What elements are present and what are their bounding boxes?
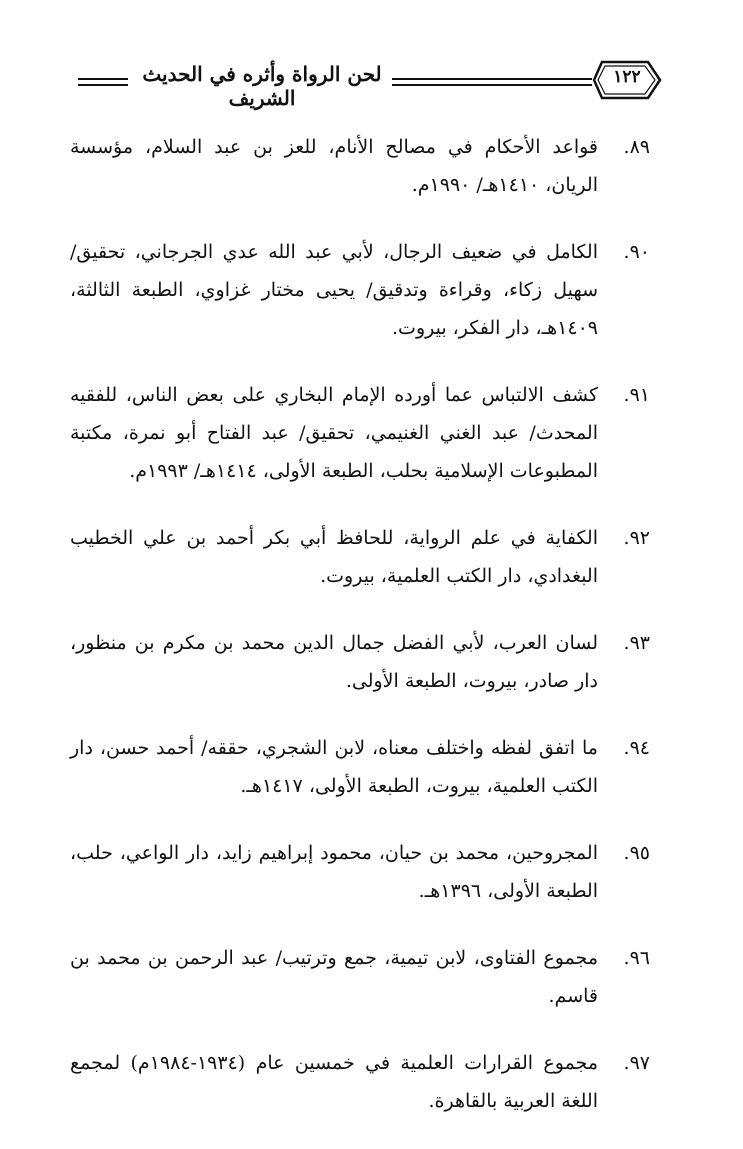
header-rule-middle [392,78,592,80]
running-header [72,58,672,110]
page-number-badge [592,58,662,102]
entry-number: ٩١. [623,384,650,406]
bibliography-entry [70,376,650,490]
header-title: لحن الرواة وأثره في الحديث الشريف [142,62,382,110]
bibliography-entry [70,128,650,204]
entry-number: ٩٣. [623,632,650,654]
header-rule-left-lower [78,84,128,86]
entry-number: ٩٠. [623,241,650,263]
bibliography-entry [70,519,650,595]
entry-text: مجموع الفتاوى، لابن تيمية، جمع وترتيب/ عبد الرحمن بن محمد بن قاسم. [70,947,598,1007]
entry-number: ٩٢. [623,527,650,549]
entry-number: ٩٥. [623,842,650,864]
entry-text: الكفاية في علم الرواية، للحافظ أبي بكر أحمد بن علي الخطيب البغدادي، دار الكتب العلمية، بيروت. [70,527,598,587]
bibliography-entry [70,233,650,347]
entry-text: ما اتفق لفظه واختلف معناه، لابن الشجري، حققه/ أحمد حسن، دار الكتب العلمية، بيروت، الطبعة الأولى، ١٤١٧هـ. [70,737,598,797]
bibliography-entry [70,1044,650,1120]
entry-text: المجروحين، محمد بن حيان، محمود إبراهيم زايد، دار الواعي، حلب، الطبعة الأولى، ١٣٩٦هـ. [70,842,598,902]
page-number: ١٢٢ [613,67,641,87]
bibliography-entry [70,729,650,805]
header-rule-middle-lower [392,84,592,86]
bibliography-entry [70,939,650,1015]
header-rule-left [78,78,128,80]
entry-text: مجموع القرارات العلمية في خمسين عام (١٩٣٤-١٩٨٤م) لمجمع اللغة العربية بالقاهرة. [70,1052,598,1112]
entry-text: كشف الالتباس عما أورده الإمام البخاري على بعض الناس، للفقيه المحدث/ عبد الغني الغنيمي، تحقيق/ عبد الفتاح أبو نمرة، مكتبة المطبوعات الإسلامية بحلب، الطبعة الأولى، ١٤١٤هـ/ ١٩٩٣م. [70,384,598,482]
bibliography-entry [70,624,650,700]
entry-number: ٩٧. [623,1052,650,1074]
entry-number: ٩٤. [623,737,650,759]
bibliography-entry [70,834,650,910]
entry-number: ٩٦. [623,947,650,969]
bibliography-list [70,128,650,1149]
entry-number: ٨٩. [623,136,650,158]
entry-text: لسان العرب، لأبي الفضل جمال الدين محمد بن مكرم بن منظور، دار صادر، بيروت، الطبعة الأولى. [70,632,598,692]
entry-text: قواعد الأحكام في مصالح الأنام، للعز بن عبد السلام، مؤسسة الريان، ١٤١٠هـ/ ١٩٩٠م. [70,136,598,196]
entry-text: الكامل في ضعيف الرجال، لأبي عبد الله عدي الجرجاني، تحقيق/ سهيل زكاء، وقراءة وتدقيق/ يحيى مختار غزاوي، الطبعة الثالثة، ١٤٠٩هـ، دار الفكر، بيروت. [70,241,598,339]
